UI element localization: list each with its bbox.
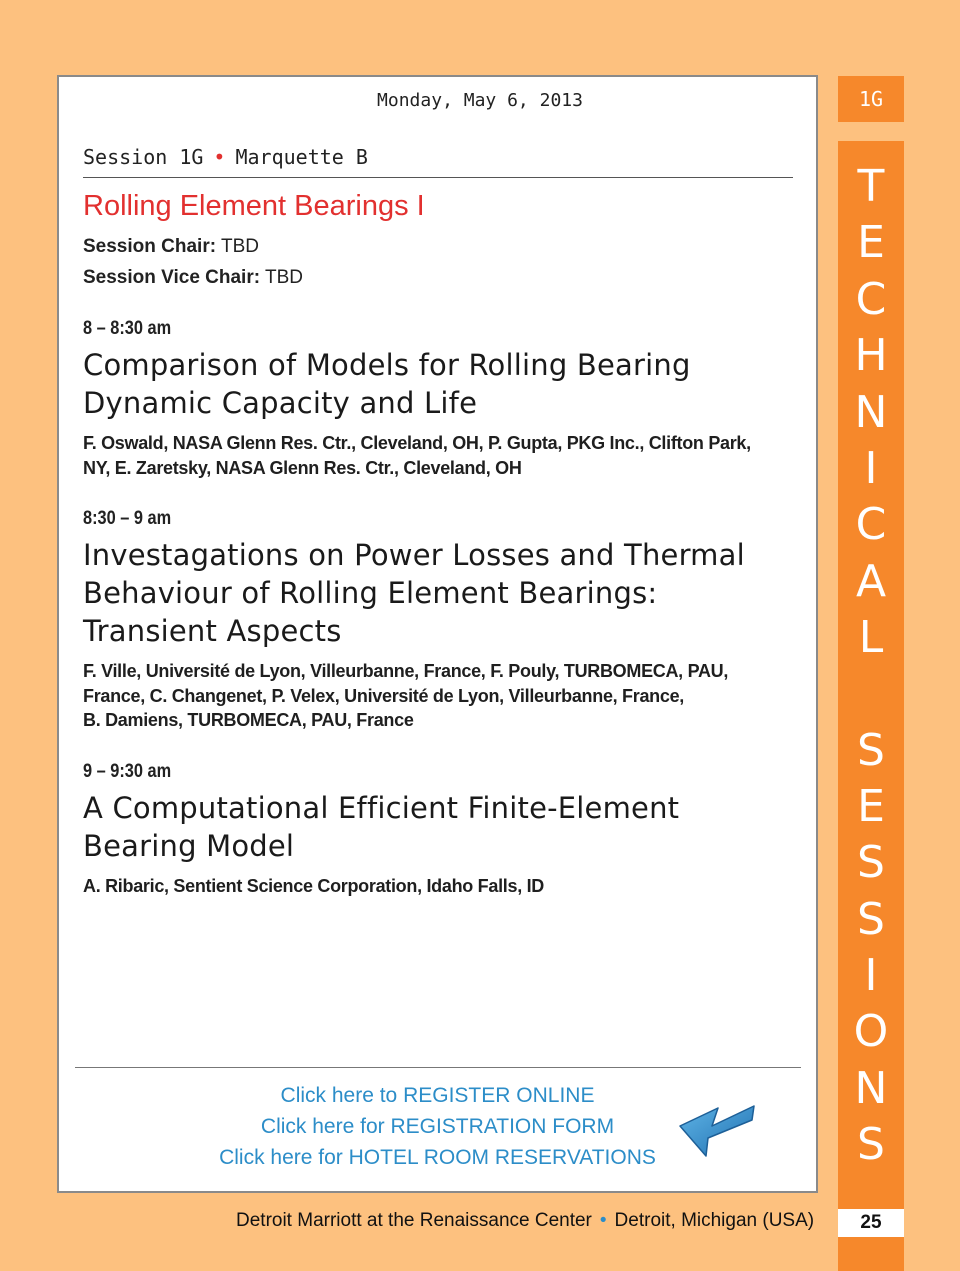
registration-links xyxy=(200,1080,675,1173)
session-chair-label: Session Chair: xyxy=(83,236,217,257)
side-letter: E xyxy=(857,217,885,268)
hotel-reservations-link[interactable]: Click here for HOTEL ROOM RESERVATIONS xyxy=(219,1146,656,1169)
side-letter: H xyxy=(854,330,888,381)
footer-venue: Detroit Marriott at the Renaissance Center xyxy=(236,1210,592,1231)
session-header xyxy=(83,145,793,178)
side-letter: N xyxy=(854,1063,888,1114)
session-separator: • xyxy=(213,145,226,169)
side-letter: S xyxy=(857,894,885,945)
side-letter: C xyxy=(855,274,887,325)
registration-form-link[interactable]: Click here for REGISTRATION FORM xyxy=(260,1115,615,1138)
talk-time: 8:30 – 9 am xyxy=(83,508,172,529)
side-letter: N xyxy=(854,387,888,438)
side-letter: O xyxy=(853,1006,889,1057)
arrow-pointing-left-icon xyxy=(672,1090,762,1160)
side-letter: S xyxy=(857,837,885,888)
technical-sessions-sidebar xyxy=(838,141,904,1271)
session-chair-value: TBD xyxy=(220,236,259,257)
talk-title-line: Comparison of Models for Rolling Bearing xyxy=(83,348,691,382)
talk-title-line: Transient Aspects xyxy=(83,614,342,648)
session-vice-chair-value: TBD xyxy=(265,267,303,288)
talk-title-line: A Computational Efficient Finite-Element xyxy=(83,791,680,825)
side-letter: E xyxy=(857,781,885,832)
talk-authors-line: F. Oswald, NASA Glenn Res. Ctr., Cleveland, OH, P. Gupta, PKG Inc., Clifton Park, xyxy=(83,433,751,453)
talk-authors xyxy=(83,431,798,480)
talk-time: 8 – 8:30 am xyxy=(83,318,172,339)
talk-title xyxy=(83,789,798,865)
talk-title-line: Bearing Model xyxy=(83,829,295,863)
talk-authors-line: B. Damiens, TURBOMECA, PAU, France xyxy=(83,710,414,730)
talk-title-line: Dynamic Capacity and Life xyxy=(83,386,478,420)
talk-2 xyxy=(83,508,798,733)
talk-title-line: Investagations on Power Losses and Thermal xyxy=(83,538,745,572)
side-letter: I xyxy=(864,950,878,1001)
talk-authors xyxy=(83,659,798,733)
talk-title-line: Behaviour of Rolling Element Bearings: xyxy=(83,576,658,610)
side-letter: L xyxy=(858,612,884,663)
side-letter: S xyxy=(857,725,885,776)
talk-3 xyxy=(83,761,798,899)
talk-1 xyxy=(83,318,798,480)
session-date: Monday, May 6, 2013 xyxy=(377,90,583,111)
talk-authors-line: F. Ville, Université de Lyon, Villeurbanne, France, F. Pouly, TURBOMECA, PAU, xyxy=(83,661,729,681)
page-number: 25 xyxy=(838,1209,904,1237)
side-letter: C xyxy=(855,499,887,550)
talk-authors xyxy=(83,874,798,899)
talk-time: 9 – 9:30 am xyxy=(83,761,172,782)
session-vice-chair xyxy=(83,267,303,289)
footer-divider xyxy=(75,1067,801,1068)
talk-title xyxy=(83,536,798,650)
side-letter: A xyxy=(855,556,887,607)
side-letter: I xyxy=(864,443,878,494)
session-number: Session 1G xyxy=(83,145,204,169)
session-chair xyxy=(83,236,259,258)
talk-title xyxy=(83,346,798,422)
footer xyxy=(236,1210,814,1232)
talk-authors-line: France, C. Changenet, P. Velex, Université de Lyon, Villeurbanne, France, xyxy=(83,685,684,706)
session-vice-chair-label: Session Vice Chair: xyxy=(83,267,261,288)
session-tab: 1G xyxy=(838,76,904,122)
talk-authors-line: A. Ribaric, Sentient Science Corporation, Idaho Falls, ID xyxy=(83,876,544,896)
session-title: Rolling Element Bearings I xyxy=(83,190,425,222)
side-letter: S xyxy=(857,1119,885,1170)
footer-separator: • xyxy=(599,1210,607,1231)
side-letter: T xyxy=(857,161,885,212)
footer-city: Detroit, Michigan (USA) xyxy=(614,1210,815,1231)
session-room: Marquette B xyxy=(235,145,368,169)
register-online-link[interactable]: Click here to REGISTER ONLINE xyxy=(280,1084,595,1107)
talk-authors-line: NY, E. Zaretsky, NASA Glenn Res. Ctr., Cleveland, OH xyxy=(83,457,522,478)
